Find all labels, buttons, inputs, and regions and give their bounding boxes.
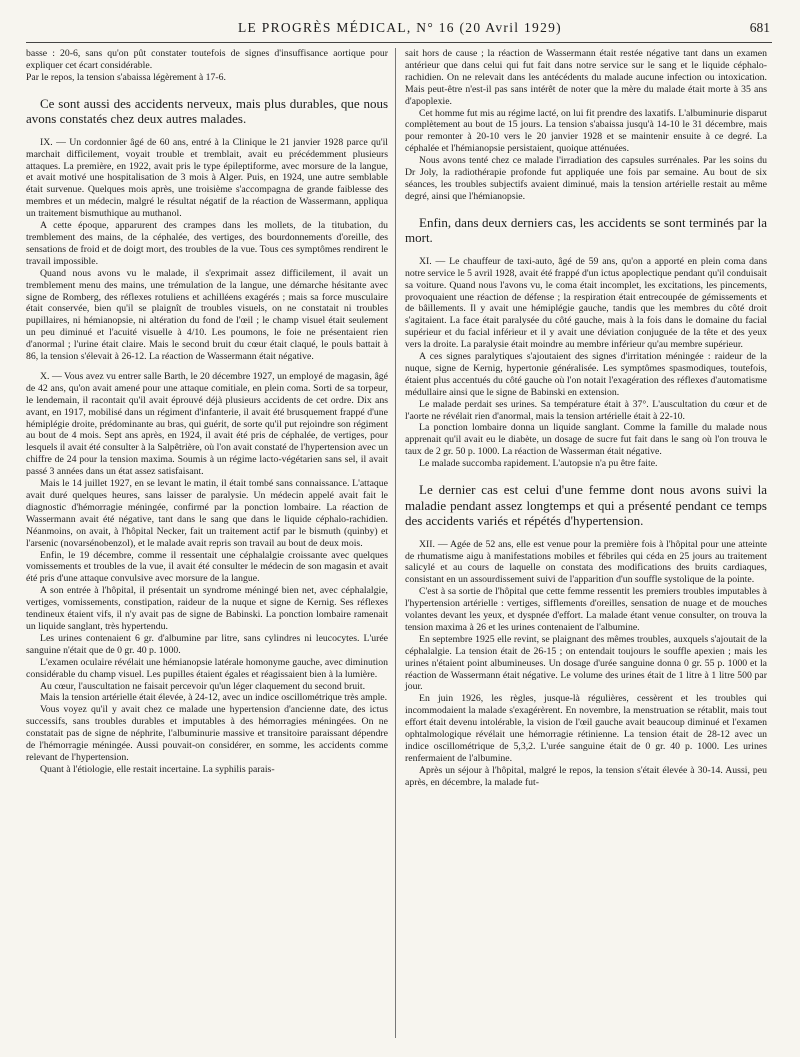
paragraph: A ces signes paralytiques s'ajoutaient des signes d'irritation méningée : raideur de la nuque, signe de Kernig, hypertonie généralisée. Les symptômes spasmodiques, toutefois, étaient plus accentués du côté gauche où l'on notait l'exagération des réflexes d'automatisme médullaire ainsi que le signe de Babinski en extension.: [405, 351, 767, 398]
paragraph: Enfin, le 19 décembre, comme il ressentait une céphalalgie croissante avec quelques vomissements et troubles de la vue, il avait été consulter le médecin de son magasin et avait été pris d'une attaque convulsive avec morsure de la langue.: [26, 549, 388, 585]
paragraph: Le malade succomba rapidement. L'autopsie n'a pu être faite.: [419, 458, 658, 470]
case-xi-paragraph: XI. — Le chauffeur de taxi-auto, âgé de 59 ans, qu'on a apporté en plein coma dans notre service le 5 avril 1928, avait été frappé d'un ictus apoplectique pendant qu'il conduisait sa voiture. Quand nous l'avons vu, le coma était incomplet, les excitations, les pincements, provoquaient une réaction de défense ; la respiration était entrecoupée de gémissements et de bâillements. Il y avait une hémiplégie gauche, tandis que les membres du côté droit s'agitaient. La face était paralysée du côté gauche, mais à la fois dans le domaine du facial supérieur et du facial inférieur et il y avait une déviation conjuguée de la tête et des yeux vers la droite. La paralysie était moindre au membre inférieur qu'au membre supérieur.: [405, 255, 767, 351]
section-heading: Le dernier cas est celui d'une femme dont nous avons suivi la maladie pendant assez longtemps et qui a présenté pendant ce temps des accidents variés et répétés d'hypertension.: [405, 482, 767, 529]
paragraph: Quant à l'étiologie, elle restait incertaine. La syphilis parais-: [40, 763, 275, 775]
paragraph: L'examen oculaire révélait une hémianopsie latérale homonyme gauche, avec diminution considérable du champ visuel. Les pupilles étaient égales et réagissaient bien à la lumière.: [26, 656, 388, 680]
case-ix-paragraph: IX. — Un cordonnier âgé de 60 ans, entré à la Clinique le 21 janvier 1928 parce qu'il marchait difficilement, voyait trouble et tremblait, avait eu précédemment plusieurs attaques. La première, en 1922, avait pris le type épileptiforme, avec morsure de la langue, et avait motivé une hospitalisation de 3 mois à Alger. Puis, en 1924, une autre semblable était survenue. Quelques mois après, une troisième s'accompagna de grande faiblesse des membres et un médecin, malgré le résultat négatif de la réaction de Wassermann, appliqua un traitement bismuthique au muthanol.: [26, 136, 388, 220]
paragraph: Quand nous avons vu le malade, il s'exprimait assez difficilement, il avait un tremblement menu des mains, une trémulation de la langue, une démarche hésitante avec signe de Romberg, des réflexes rotuliens et achilléens exagérés ; mais sa force musculaire était conservée, bien qu'il se plaignît de troubles visuels, on ne constatait ni troubles pupillaires, ni hémianopsie, ni altération du fond de l'œil ; le champ visuel était seulement un peu diminué et l'acuité visuelle à 4/10. Les poumons, le foie ne présentaient rien d'anormal ; l'urine était claire. Mais le second bruit du cœur était claqué, le pouls battait à 86, la tension s'élevait à 26-12. La réaction de Wassermann était négative.: [26, 267, 388, 363]
right-column: [405, 48, 767, 789]
journal-title: LE PROGRÈS MÉDICAL, N° 16 (20 Avril 1929): [238, 20, 562, 35]
paragraph: basse : 20-6, sans qu'on pût constater toutefois de signes d'insuffisance aortique pour expliquer cet écart considérable.: [26, 48, 388, 71]
header-rule: [26, 42, 772, 43]
section-heading: Enfin, dans deux derniers cas, les accidents se sont terminés par la mort.: [405, 214, 767, 246]
paragraph: Mais le 14 juillet 1927, en se levant le matin, il était tombé sans connaissance. L'attaque avait duré quelques heures, sans laisser de paralysie. Un médecin appelé avait fait le diagnostic d'hémorragie méningée, confirmé par la ponction lombaire. La réaction de Wassermann avait été négative, tant dans le sang que dans le liquide céphalo-rachidien. Néanmoins, on avait, à l'hôpital Necker, fait un traitement actif par le bismuth (quinby) et l'arsenic (novarsénobenzol), et le malade avait repris son travail au bout de deux mois.: [26, 478, 388, 549]
left-column: [26, 48, 388, 776]
running-header: [30, 20, 770, 40]
case-xii-paragraph: XII. — Agée de 52 ans, elle est venue pour la première fois à l'hôpital pour une atteinte de rhumatisme aigu à manifestations mobiles et fébriles qui céda en 25 jours au traitement salicylé et au cours de laquelle on constata des modifications des bruits cardiaques, consistant en un assourdissement suivi de l'apparition d'un souffle systolique de la pointe.: [405, 538, 767, 586]
paragraph: Les urines contenaient 6 gr. d'albumine par litre, sans cylindres ni leucocytes. L'urée sanguine n'était que de 0 gr. 40 p. 1000.: [26, 632, 388, 656]
paragraph: Après un séjour à l'hôpital, malgré le repos, la tension s'était élevée à 30-14. Aussi, peu après, en décembre, la malade fut-: [405, 764, 767, 788]
paragraph: En septembre 1925 elle revint, se plaignant des mêmes troubles, auxquels s'ajoutait de la céphalalgie. La tension était de 26-15 ; on entendait toujours le souffle apexien ; mais les urines n'étaient point albumineuses. Un dosage d'urée sanguine donna 0 gr. 55 p. 1000 et la réaction de Wassermann était négative. Le volume des urines était de 1 litre à 1 litre 500 par jour.: [405, 633, 767, 693]
column-divider: [395, 48, 396, 1038]
paragraph: A cette époque, apparurent des crampes dans les mollets, de la titubation, du tremblement des mains, de la céphalée, des vertiges, des bourdonnements d'oreille, des sensations de froid et de doigt mort, des troubles de la vue. Tous ces symptômes rendirent le travail impossible.: [26, 220, 388, 267]
paragraph: Nous avons tenté chez ce malade l'irradiation des capsules surrénales. Par les soins du Dr Joly, la radiothérapie profonde fut appliquée une fois par semaine. Au bout de six séances, les troubles subjectifs avaient diminué, mais la tension artérielle restait au même degré, ainsi que l'hémianopsie.: [405, 155, 767, 202]
paragraph: C'est à sa sortie de l'hôpital que cette femme ressentit les premiers troubles imputables à l'hypertension artérielle : vertiges, sifflements d'oreilles, sensation de nuage et de mouches volantes devant les yeux, et dyspnée d'effort. La malade étant venue consulter, on trouva la tension maxima à 26 et les urines contenaient de l'albumine.: [405, 586, 767, 633]
paragraph: Au cœur, l'auscultation ne faisait percevoir qu'un léger claquement du second bruit.: [40, 680, 366, 692]
section-heading: Ce sont aussi des accidents nerveux, mais plus durables, que nous avons constatés chez deux autres malades.: [26, 95, 388, 127]
paragraph: En juin 1926, les règles, jusque-là régulières, cessèrent et les troubles qui incommodaient la malade s'exagérèrent. En novembre, la menstruation se rétablit, mais tout effort était devenu intolérable, la vision de l'œil gauche avait beaucoup diminué et l'examen ophtalmologique révélait une hémorragie rétinienne. La tension était de 28-12 avec un indice oscillométrique de 5,3,2. L'urée sanguine était de 0 gr. 40 p. 1000. Les urines renfermaient de l'albumine.: [405, 693, 767, 764]
paragraph: A son entrée à l'hôpital, il présentait un syndrome méningé bien net, avec céphalalgie, vertiges, vomissements, constipation, raideur de la nuque et signe de Kernig. Ses réflexes tendineux étaient vifs, il n'y avait pas de signe de Babinski. La ponction lombaire ramenait un liquide sanglant, très hypertendu.: [26, 585, 388, 632]
paragraph: Le malade perdait ses urines. Sa température était à 37°. L'auscultation du cœur et de l'aorte ne révélait rien d'anormal, mais la tension artérielle était à 22-10.: [405, 398, 767, 422]
case-x-paragraph: X. — Vous avez vu entrer salle Barth, le 20 décembre 1927, un employé de magasin, âgé de 42 ans, qu'on avait amené pour une attaque comitiale, en plein coma. Sorti de sa torpeur, le lendemain, il racontait qu'il avait éprouvé déjà plusieurs accidents de cet ordre. Dix ans avant, en 1917, mobilisé dans un régiment d'infanterie, il avait été brusquement frappé d'une hémiplégie droite, prédominante au bras, qui guérit, de sorte qu'il put rejoindre son régiment au bout de 4 mois. Sept ans après, en 1924, il avait été pris de céphalée, de vertiges, pour lesquels il avait été consulter à la Salpêtrière, où l'on avait constaté de l'hypertension avec un chiffre de 24 pour la tension maxima. Soumis à un régime lacto-végétarien sans sel, il avait passé 3 années dans un état assez satisfaisant.: [26, 370, 388, 478]
paragraph: Vous voyez qu'il y avait chez ce malade une hypertension d'ancienne date, des ictus successifs, sans troubles durables et imputables à des hémorragies méningées. On ne constatait pas de signe de néphrite, l'albuminurie massive et transitoire paraissant dépendre de l'hémorragie méningée. Aussi pouvait-on considérer, en somme, les accidents comme relevant de l'hypertension.: [26, 704, 388, 763]
paragraph: sait hors de cause ; la réaction de Wassermann était restée négative tant dans un examen antérieur que dans celui qui fut fait dans notre service sur le sang et le liquide céphalo-rachidien. On ne relevait dans les antécédents du malade aucune infection ou intoxication. Mais peut-être n'est-il pas sans intérêt de noter que la mère du malade était morte à 35 ans d'apoplexie.: [405, 48, 767, 107]
paragraph: Par le repos, la tension s'abaissa légèrement à 17-6.: [26, 71, 226, 83]
paragraph: Mais la tension artérielle était élevée, à 24-12, avec un indice oscillométrique très ample.: [40, 692, 388, 704]
paragraph: Cet homme fut mis au régime lacté, on lui fit prendre des laxatifs. L'albuminurie disparut complètement au bout de 15 jours. La tension s'abaissa jusqu'à 14-10 le 31 décembre, mais pour remonter à 20-10 vers le 20 janvier 1928 et se maintenir ensuite à ce degré. La céphalée et l'hémianopsie persistaient, quoique atténuées.: [405, 107, 767, 155]
paragraph: La ponction lombaire donna un liquide sanglant. Comme la famille du malade nous apprenait qu'il avait eu le diabète, un dosage de sucre fut fait dans le sang où l'on trouva le taux de 2 gr. 50 p. 1000. La réaction de Wasserman était négative.: [405, 422, 767, 458]
page-number: 681: [749, 20, 770, 35]
